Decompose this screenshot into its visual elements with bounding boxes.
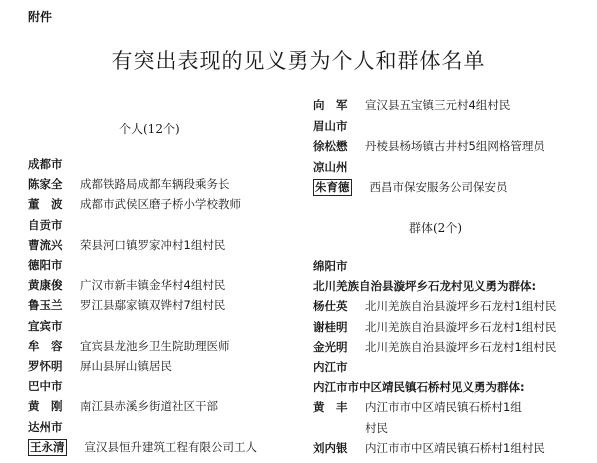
person-name: 杨仕英	[313, 299, 348, 314]
person-description: 宜宾县龙池乡卫生院助理医师	[80, 338, 230, 353]
person-description: 屏山县屏山镇居民	[80, 359, 172, 373]
person-description: 丹棱县杨场镇古井村5组网格管理员	[365, 139, 545, 153]
person-row	[28, 175, 230, 193]
person-name: 曹流兴	[28, 237, 63, 252]
person-row	[313, 137, 545, 155]
region-heading: 宜宾市	[28, 318, 63, 333]
person-name: 牟 容	[28, 338, 63, 353]
region-heading: 绵阳市	[313, 259, 348, 273]
group-heading: 内江市市中区靖民镇石桥村见义勇为群体:	[313, 380, 525, 395]
person-description: 南江县赤溪乡街道社区干部	[80, 399, 218, 414]
region-heading: 眉山市	[313, 118, 348, 133]
groups-section-title: 群体(2个)	[409, 221, 462, 235]
region-heading: 成都市	[28, 157, 63, 171]
region-heading: 达州市	[28, 419, 63, 434]
person-row	[28, 195, 241, 213]
person-row	[28, 337, 230, 355]
person-name: 鲁玉兰	[28, 298, 63, 313]
person-row	[28, 276, 225, 294]
person-row	[313, 318, 556, 336]
person-row	[313, 338, 556, 356]
person-row	[313, 178, 508, 196]
person-description: 荣县河口镇罗家冲村1组村民	[80, 237, 226, 252]
person-row	[28, 236, 225, 254]
person-name: 朱育德	[315, 180, 350, 194]
individuals-section-title: 个人(12个)	[119, 122, 180, 136]
group-heading: 北川羌族自治县漩坪乡石龙村见义勇为群体:	[313, 279, 537, 294]
person-name: 向 军	[313, 98, 348, 112]
attachment-label: 附件	[28, 10, 53, 24]
person-name: 黄 丰	[313, 400, 348, 415]
person-row	[313, 398, 522, 416]
person-name: 黄康俊	[28, 278, 63, 293]
person-name: 董 波	[28, 197, 63, 212]
person-name: 谢桂明	[313, 319, 348, 334]
page-title: 有突出表现的见义勇为个人和群体名单	[111, 49, 486, 73]
person-description: 北川羌族自治县漩坪乡石龙村1组村民	[365, 299, 557, 314]
region-heading: 凉山州	[313, 159, 348, 174]
person-row	[28, 296, 225, 314]
person-description: 罗江县鄢家镇双铧村7组村民	[80, 298, 226, 313]
person-row	[313, 439, 545, 457]
region-heading: 自贡市	[28, 217, 63, 232]
person-name: 徐松懋	[313, 139, 348, 153]
person-description: 宣汉县五宝镇三元村4组村民	[365, 98, 511, 112]
person-row	[313, 96, 510, 114]
person-row	[28, 357, 172, 375]
person-name: 王永清	[30, 439, 65, 454]
person-name: 黄 刚	[28, 399, 63, 414]
person-description: 北川羌族自治县漩坪乡石龙村1组村民	[365, 339, 557, 354]
person-name: 刘内银	[313, 440, 348, 455]
person-description: 成都铁路局成都车辆段乘务长	[80, 177, 230, 192]
region-heading: 内江市	[313, 360, 348, 374]
person-name: 陈家全	[28, 177, 63, 192]
person-description: 内江市市中区靖民镇石桥村1组村民	[365, 440, 545, 455]
person-description: 宣汉县恒升建筑工程有限公司工人	[84, 439, 257, 454]
person-description: 广汉市新丰镇金华村4组村民	[80, 278, 226, 293]
person-name: 罗怀明	[28, 359, 63, 373]
region-heading: 德阳市	[28, 258, 63, 272]
person-name: 金光明	[313, 339, 348, 354]
person-description: 北川羌族自治县漩坪乡石龙村1组村民	[365, 319, 557, 334]
person-row	[313, 297, 556, 315]
person-description: 西昌市保安服务公司保安员	[369, 180, 508, 194]
person-row	[28, 438, 257, 456]
person-description: 内江市市中区靖民镇石桥村1组	[365, 400, 522, 415]
desc-continuation: 村民	[365, 420, 388, 435]
person-row	[28, 397, 218, 415]
region-heading: 巴中市	[28, 379, 63, 394]
person-description: 成都市武侯区磨子桥小学校教师	[80, 197, 241, 212]
